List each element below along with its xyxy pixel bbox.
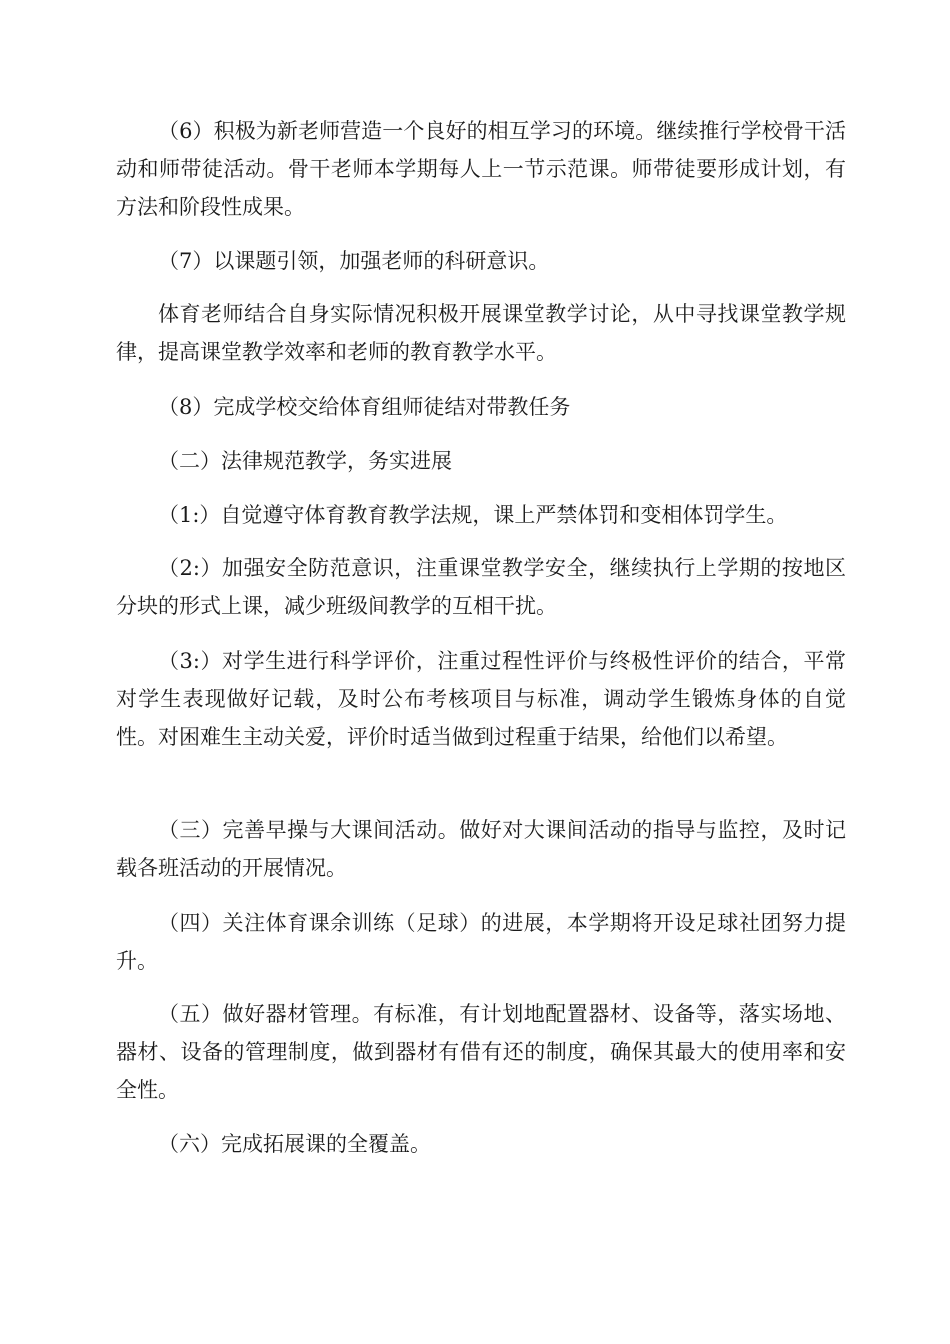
section-heading-regulated-teaching: （二）法律规范教学，务实进展 [158,449,452,473]
paragraph-regulations: （1:）自觉遵守体育教育教学法规，课上严禁体罚和变相体罚学生。 [158,503,788,527]
section-heading-football-training: （四）关注体育课余训练（足球）的进展，本学期将开设足球社团努力提升。 [116,911,846,973]
section-heading-equipment: （五）做好器材管理。有标准，有计划地配置器材、设备等，落实场地、器材、设备的管理制度，做到器材有借有还的制度，确保其最大的使用率和安全性。 [116,1002,846,1102]
paragraph-mentoring: （6）积极为新老师营造一个良好的相互学习的环境。继续推行学校骨干活动和师带徒活动。骨干老师本学期每人上一节示范课。师带徒要形成计划，有方法和阶段性成果。 [116,119,846,219]
paragraph-evaluation: （3:）对学生进行科学评价，注重过程性评价与终极性评价的结合，平常对学生表现做好记载，及时公布考核项目与标准，调动学生锻炼身体的自觉性。对困难生主动关爱，评价时适当做到过程重于结果，给他们以希望。 [116,649,846,749]
paragraph-safety: （2:）加强安全防范意识，注重课堂教学安全，继续执行上学期的按地区分块的形式上课，减少班级间教学的互相干扰。 [116,556,846,618]
paragraph-research-awareness: （7）以课题引领，加强老师的科研意识。 [158,249,550,273]
section-heading-extension-course: （六）完成拓展课的全覆盖。 [158,1132,431,1156]
paragraph-pairing-task: （8）完成学校交给体育组师徒结对带教任务 [158,395,571,419]
paragraph-teaching-discussion: 体育老师结合自身实际情况积极开展课堂教学讨论，从中寻找课堂教学规律，提高课堂教学效率和老师的教育教学水平。 [116,302,846,364]
section-heading-morning-exercise: （三）完善早操与大课间活动。做好对大课间活动的指导与监控，及时记载各班活动的开展情况。 [116,818,846,880]
